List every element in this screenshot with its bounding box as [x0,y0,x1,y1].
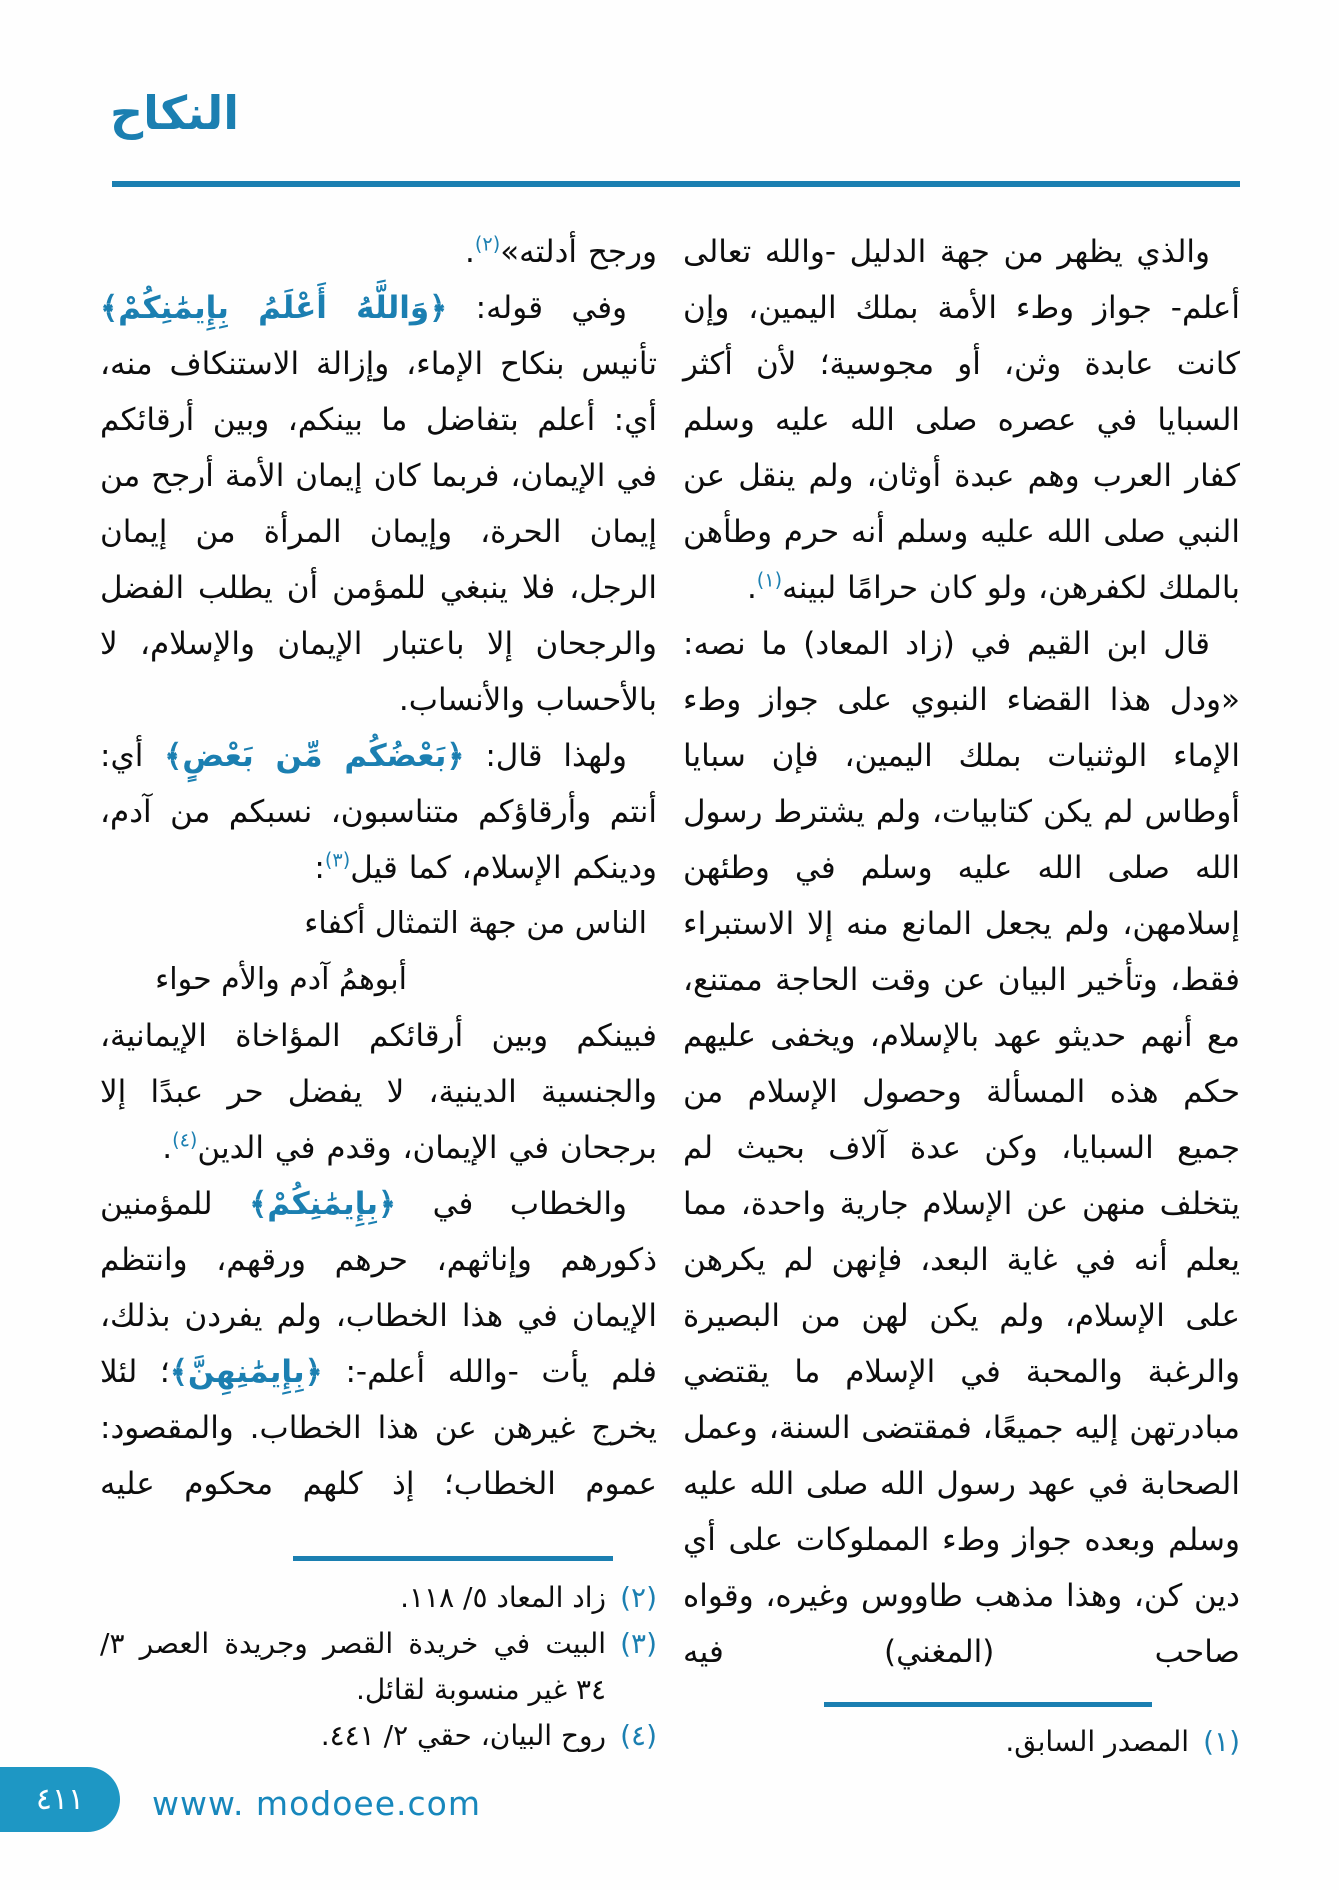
text-run: تأنيس بنكاح الإماء، وإزالة الاستنكاف منه، أي: أعلم بتفاضل ما بينكم، وبين أرقائكم في الإيمان، فربما كان إيمان الأمة أرجح من إيمان الحرة، وإيمان المرأة من إيمان الرجل، فلا ينبغي للمؤمن أن يطلب الفضل والرجحان إلا باعتبار الإيمان والإسلام، لا بالأحساب والأنساب. [100,346,657,718]
text-run: . [746,570,757,606]
column-right [683,224,1240,1764]
footnote-text: البيت في خريدة القصر وجريدة العصر ٣/ ٣٤ غير منسوبة لقائل. [100,1627,607,1706]
footnote-marker: (٣) [324,848,351,872]
text-run: ؛ لئلا يخرج غيرهن عن هذا الخطاب. والمقصود: عموم الخطاب؛ إذ كلهم محكوم عليه [100,1354,657,1502]
footnote-number: (٢) [620,1581,657,1614]
paragraph [683,224,1240,616]
footnote-list [773,1719,1240,1765]
page-number-badge [0,1767,120,1832]
footnote-marker: (٤) [172,1128,198,1152]
poetry-hemistich-2: أبوهمُ آدم والأم حواء [155,962,407,997]
page-number: ٤١١ [35,1782,85,1817]
page-title: النكاح [110,86,239,140]
text-run: وفي قوله: [447,290,627,326]
footnote [100,1621,657,1713]
text-run: ولهذا قال: [464,738,627,774]
footnote-text: زاد المعاد ٥/ ١١٨. [400,1581,607,1614]
footnote-number: (١) [1203,1725,1240,1758]
text-run: : [314,850,325,886]
footnote-text: روح البيان، حقي ٢/ ٤٤١. [320,1719,607,1752]
quran-verse: ﴿بِإِيمَٰنِهِنَّ﴾ [169,1354,323,1390]
quran-verse: ﴿بَعْضُكُم مِّن بَعْضٍ﴾ [164,738,465,774]
header-rule [112,181,1240,187]
quran-verse: ﴿وَاللَّهُ أَعْلَمُ بِإِيمَٰنِكُمْ﴾ [100,290,448,326]
footnote-text: المصدر السابق. [1005,1725,1190,1758]
footnote [100,1575,657,1621]
text-run: فبينكم وبين أرقائكم المؤاخاة الإيمانية، والجنسية الدينية، لا يفضل حر عبدًا إلا برجحان في الإيمان، وقدم في الدين [100,1018,657,1166]
footnotes-left [100,1556,657,1759]
poetry-hemistich-1: الناس من جهة التمثال أكفاء [304,906,647,941]
text-run: . [162,1130,173,1166]
footnotes-right [683,1702,1240,1765]
footnote-number: (٤) [620,1719,657,1752]
website-url: www. modoee.com [152,1784,481,1823]
footnote-separator [824,1702,1152,1707]
footnote [773,1719,1240,1765]
footnote-number: (٣) [620,1627,657,1660]
paragraph [683,616,1240,1680]
paragraph [100,728,657,896]
footnote [100,1713,657,1759]
text-run: والخطاب في [396,1186,627,1222]
paragraph [100,224,657,280]
text-run: . [465,234,475,270]
two-column-body [100,224,1240,1764]
text-run: للمؤمنين ذكورهم وإناثهم، حرهم ورقهم، وانتظم الإيمان في هذا الخطاب، ولم يفردن بذلك، فلم يأت -والله أعلم-: [100,1186,657,1390]
quran-verse: ﴿بِإِيمَٰنِكُمْ﴾ [249,1186,397,1222]
footnote-marker: (١) [756,568,783,592]
poetry-verse [100,896,657,1008]
footnote-marker: (٢) [474,232,501,256]
paragraph [100,280,657,728]
text-run: أي: أنتم وأرقاؤكم متناسبون، نسبكم من آدم، ودينكم الإسلام، كما قيل [100,738,657,886]
text-run: والذي يظهر من جهة الدليل -والله تعالى أعلم- جواز وطء الأمة بملك اليمين، وإن كانت عابدة وثن، أو مجوسية؛ لأن أكثر السبايا في عصره صلى الله عليه وسلم كفار العرب وهم عبدة أوثان، ولم ينقل عن النبي صلى الله عليه وسلم أنه حرم وطأهن بالملك لكفرهن، ولو كان حرامًا لبينه [683,234,1240,606]
footnote-list [100,1575,657,1759]
paragraph [100,1008,657,1176]
paragraph [100,1176,657,1512]
footnote-separator [293,1556,613,1561]
text-run: ورجح أدلته» [500,234,657,270]
column-left [100,224,657,1764]
text-run: قال ابن القيم في (زاد المعاد) ما نصه: «ودل هذا القضاء النبوي على جواز وطء الإماء الوثنيات بملك اليمين، فإن سبايا أوطاس لم يكن كتابيات، ولم يشترط رسول الله صلى الله عليه وسلم في وطئهن إسلامهن، ولم يجعل المانع منه إلا الاستبراء فقط، وتأخير البيان عن وقت الحاجة ممتنع، مع أنهم حديثو عهد بالإسلام، ويخفى عليهم حكم هذه المسألة وحصول الإسلام من جميع السبايا، وكن عدة آلاف بحيث لم يتخلف منهن عن الإسلام جارية واحدة، مما يعلم أنه في غاية البعد، فإنهن لم يكرهن على الإسلام، ولم يكن لهن من البصيرة والرغبة والمحبة في الإسلام ما يقتضي مبادرتهن إليه جميعًا، فمقتضى السنة، وعمل الصحابة في عهد رسول الله صلى الله عليه وسلم وبعده جواز وطء المملوكات على أي دين كن، وهذا مذهب طاووس وغيره، وقواه صاحب (المغني) فيه [683,626,1240,1670]
